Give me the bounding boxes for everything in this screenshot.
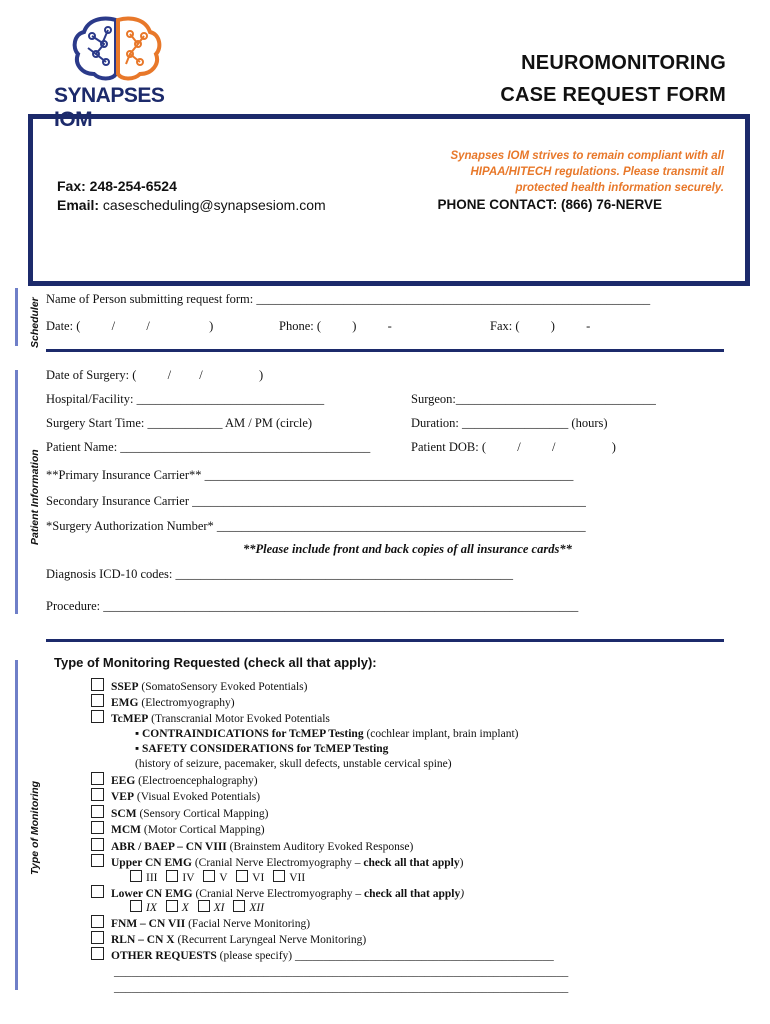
- email-label: Email:: [57, 197, 100, 213]
- option-desc: (Brainstem Auditory Evoked Response): [226, 841, 414, 853]
- start-time-field[interactable]: Surgery Start Time: ____________ AM / PM (circle): [46, 416, 313, 430]
- checkbox[interactable]: [166, 900, 178, 912]
- surgery-date-field[interactable]: Date of Surgery: ( / / ): [46, 368, 264, 382]
- contra-bold: CONTRAINDICATIONS for TcMEP Testing: [141, 728, 364, 740]
- option-desc: (Visual Evoked Potentials): [134, 791, 261, 803]
- nerve-label: X: [181, 902, 189, 914]
- checkbox[interactable]: [91, 885, 104, 898]
- safety-bold: SAFETY CONSIDERATIONS for TcMEP Testing: [141, 743, 389, 755]
- patient-info-label: Patient Information: [29, 449, 41, 545]
- monitoring-heading: [54, 655, 377, 670]
- scheduler-fax-field[interactable]: Fax: ( ) -: [490, 319, 591, 333]
- option-desc: (Transcranial Motor Evoked Potentials: [148, 713, 330, 725]
- option-abbr: EEG: [111, 775, 136, 787]
- phone-contact: PHONE CONTACT: (866) 76-NERVE: [437, 197, 662, 212]
- option-desc: (SomatoSensory Evoked Potentials): [138, 681, 308, 693]
- checkbox[interactable]: [91, 947, 104, 960]
- option-tail: ): [459, 857, 464, 869]
- option-abbr: MCM: [111, 824, 142, 836]
- monitoring-label: Type of Monitoring: [29, 780, 41, 875]
- nerve-label: IX: [146, 902, 157, 914]
- scheduler-phone-field[interactable]: Phone: ( ) -: [279, 319, 392, 333]
- checkbox[interactable]: [203, 870, 215, 882]
- checkbox[interactable]: [91, 931, 104, 944]
- notice-line-2: HIPAA/HITECH regulations. Please transmit all: [470, 166, 724, 178]
- option-abbr: OTHER REQUESTS: [111, 950, 217, 962]
- section-divider-1: [46, 349, 724, 352]
- duration-field[interactable]: Duration: _________________ (hours): [411, 416, 608, 430]
- nerve-label: XI: [213, 902, 225, 914]
- option-ssep[interactable]: [91, 678, 307, 695]
- checkbox[interactable]: [273, 870, 285, 882]
- option-desc: (Electroencephalography): [135, 775, 258, 787]
- contra-desc: (cochlear implant, brain implant): [363, 728, 519, 740]
- nerve-label: VII: [289, 872, 306, 884]
- option-desc: (Facial Nerve Monitoring): [185, 918, 311, 930]
- option-scm[interactable]: [91, 805, 268, 822]
- fax-number: Fax: 248-254-6524: [57, 178, 177, 194]
- checkbox[interactable]: [130, 870, 142, 882]
- procedure-field[interactable]: Procedure: ____________________________________________________________________________: [46, 599, 579, 613]
- monitoring-bar: [15, 660, 18, 990]
- diagnosis-field[interactable]: Diagnosis ICD-10 codes: ______________________________________________________: [46, 567, 513, 581]
- email-line: [57, 197, 326, 213]
- notice-line-3: protected health information securely.: [515, 182, 724, 194]
- checkbox[interactable]: [91, 838, 104, 851]
- option-abbr: FNM – CN VII: [111, 918, 186, 930]
- option-bold-tail: check all that apply: [364, 888, 461, 900]
- option-desc: (Motor Cortical Mapping): [141, 824, 265, 836]
- secondary-insurance-field[interactable]: Secondary Insurance Carrier _______________________________________________________________: [46, 494, 586, 508]
- option-desc: (Electromyography): [138, 697, 235, 709]
- option-bold-tail: check all that apply: [363, 857, 460, 869]
- option-desc: (please specify) _____________________________________________: [216, 950, 554, 962]
- checkbox[interactable]: [236, 870, 248, 882]
- form-title-line2: CASE REQUEST FORM: [500, 84, 726, 106]
- nerve-label: VI: [252, 872, 265, 884]
- checkbox[interactable]: [91, 694, 104, 707]
- option-desc: (Cranial Nerve Electromyography –: [191, 857, 364, 869]
- contraindications-note: ▪ CONTRAINDICATIONS for TcMEP Testing (cochlear implant, brain implant): [135, 728, 519, 740]
- email-address[interactable]: casescheduling@synapsesiom.com: [102, 197, 326, 213]
- option-abbr: EMG: [111, 697, 139, 709]
- other-blank-line-2[interactable]: _______________________________________________________________________________: [114, 982, 569, 994]
- option-other[interactable]: [91, 947, 554, 964]
- option-abbr: SSEP: [111, 681, 139, 693]
- option-tcmep[interactable]: [91, 710, 330, 727]
- form-title-line1: NEUROMONITORING: [521, 52, 726, 74]
- nerve-label: V: [219, 872, 228, 884]
- checkbox[interactable]: [233, 900, 245, 912]
- section-divider-2: [46, 639, 724, 642]
- option-abbr: ABR / BAEP – CN VIII: [111, 841, 227, 853]
- monitoring-heading-suffix: (check all that apply):: [240, 655, 377, 670]
- checkbox[interactable]: [91, 772, 104, 785]
- safety-note: ▪ SAFETY CONSIDERATIONS for TcMEP Testing: [135, 743, 389, 755]
- notice-line-1: Synapses IOM strives to remain compliant with all: [450, 150, 724, 162]
- logo-text: SYNAPSES IOM: [54, 84, 165, 131]
- checkbox[interactable]: [91, 915, 104, 928]
- option-emg[interactable]: [91, 694, 235, 711]
- monitoring-heading-bold: Type of Monitoring Requested: [54, 655, 241, 670]
- insurance-note: **Please include front and back copies of all insurance cards**: [243, 542, 572, 556]
- checkbox[interactable]: [198, 900, 210, 912]
- checkbox[interactable]: [91, 678, 104, 691]
- option-abbr: VEP: [111, 791, 134, 803]
- brain-logo-icon: [52, 14, 182, 84]
- checkbox[interactable]: [91, 821, 104, 834]
- option-fnm[interactable]: [91, 915, 310, 932]
- hipaa-notice: [450, 148, 724, 196]
- option-abbr: RLN – CN X: [111, 934, 175, 946]
- nerve-label: III: [146, 872, 158, 884]
- option-tail: ): [460, 888, 465, 900]
- submitter-name-field[interactable]: Name of Person submitting request form: _______________________________________________________________: [46, 292, 651, 306]
- option-abr[interactable]: [91, 838, 413, 855]
- patient-bar: [15, 370, 18, 614]
- scheduler-label: Scheduler: [29, 297, 41, 348]
- option-abbr: Upper CN EMG: [111, 857, 192, 869]
- option-rln[interactable]: [91, 931, 366, 948]
- surgeon-field[interactable]: Surgeon:________________________________: [411, 392, 656, 406]
- option-abbr: TcMEP: [111, 713, 149, 725]
- patient-name-field[interactable]: Patient Name: ________________________________________: [46, 440, 371, 454]
- option-desc: (Recurrent Laryngeal Nerve Monitoring): [174, 934, 367, 946]
- checkbox[interactable]: [130, 900, 142, 912]
- option-upper-cn-emg[interactable]: [91, 854, 463, 871]
- patient-dob-field[interactable]: Patient DOB: ( / / ): [411, 440, 616, 454]
- option-desc: (Cranial Nerve Electromyography –: [192, 888, 365, 900]
- checkbox[interactable]: [91, 854, 104, 867]
- request-date-field[interactable]: Date: ( / / ): [46, 319, 214, 333]
- safety-desc: (history of seizure, pacemaker, skull defects, unstable cervical spine): [135, 758, 452, 770]
- lower-nerve-options: [124, 900, 264, 916]
- checkbox[interactable]: [91, 710, 104, 723]
- other-blank-line-1[interactable]: _______________________________________________________________________________: [114, 966, 569, 978]
- checkbox[interactable]: [91, 805, 104, 818]
- option-abbr: SCM: [111, 808, 137, 820]
- upper-nerve-options: [124, 870, 305, 886]
- checkbox[interactable]: [91, 788, 104, 801]
- logo: [52, 14, 182, 131]
- nerve-label: XII: [249, 902, 265, 914]
- scheduler-bar: [15, 288, 18, 346]
- option-eeg[interactable]: [91, 772, 258, 789]
- option-desc: (Sensory Cortical Mapping): [136, 808, 269, 820]
- nerve-label: IV: [182, 872, 195, 884]
- hospital-field[interactable]: Hospital/Facility: ______________________________: [46, 392, 325, 406]
- authorization-field[interactable]: *Surgery Authorization Number* ___________________________________________________________: [46, 519, 586, 533]
- primary-insurance-field[interactable]: **Primary Insurance Carrier** ___________________________________________________________: [46, 468, 574, 482]
- option-vep[interactable]: [91, 788, 260, 805]
- checkbox[interactable]: [166, 870, 178, 882]
- option-abbr: Lower CN EMG: [111, 888, 193, 900]
- option-mcm[interactable]: [91, 821, 265, 838]
